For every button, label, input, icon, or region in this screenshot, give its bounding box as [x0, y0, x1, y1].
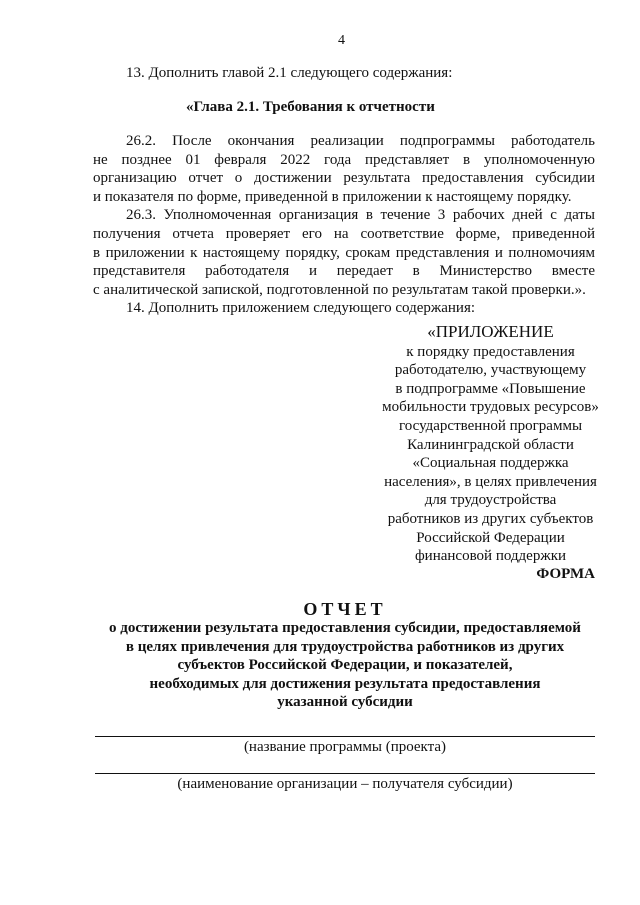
appendix-line: населения», в целях привлечения	[384, 473, 597, 490]
chapter-title: «Глава 2.1. Требования к отчетности	[186, 99, 435, 115]
appendix-title: «ПРИЛОЖЕНИЕ	[427, 322, 554, 341]
paragraph-26-3-line: получения отчета проверяет его на соответствие форме, приведенной	[93, 226, 595, 242]
report-subtitle-line: указанной субсидии	[277, 694, 413, 711]
paragraph-26-3-line: 26.3. Уполномоченная организация в течение 3 рабочих дней с даты	[126, 207, 595, 224]
paragraph-26-2-line: и показателя по форме, приведенной в приложении к настоящему порядку.	[93, 188, 572, 205]
program-name-caption: (название программы (проекта)	[243, 739, 447, 755]
report-subtitle-line: субъектов Российской Федерации, и показателей,	[177, 657, 513, 674]
page-number: 4	[338, 33, 345, 48]
item-13: 13. Дополнить главой 2.1 следующего содержания:	[126, 65, 453, 81]
appendix-line: государственной программы	[398, 417, 583, 434]
organization-name-caption: (наименование организации – получателя субсидии)	[177, 776, 513, 792]
appendix-header	[368, 323, 613, 566]
report-subtitle	[80, 619, 610, 712]
organization-name-line[interactable]	[95, 773, 595, 774]
program-name-line[interactable]	[95, 736, 595, 737]
appendix-line: «Социальная поддержка	[412, 455, 569, 472]
paragraph-26-2-line: не позднее 01 февраля 2022 года представляет в уполномоченную	[93, 151, 595, 168]
paragraph-26-3-line: с аналитической запиской, подготовленной по результатам такой проверки.».	[93, 281, 586, 298]
appendix-line: для трудоустройства	[424, 492, 557, 509]
appendix-line: работников из других субъектов	[387, 510, 594, 527]
report-subtitle-line: в целях привлечения для трудоустройства работников из других	[125, 638, 565, 655]
appendix-line: финансовой поддержки	[414, 548, 567, 565]
appendix-line: к порядку предоставления	[406, 343, 575, 360]
item-14: 14. Дополнить приложением следующего содержания:	[126, 300, 476, 317]
report-title: ОТЧЕТ	[303, 599, 387, 619]
paragraph-26-2-line: 26.2. После окончания реализации подпрограммы работодатель	[126, 133, 595, 149]
report-subtitle-line: о достижении результата предоставления субсидии, предоставляемой	[109, 620, 581, 636]
paragraph-26-2-line: организацию отчет о достижении результата предоставления субсидии	[93, 170, 595, 187]
paragraph-26-3-line: в приложении к настоящему порядку, срокам представления и полномочиям	[93, 244, 595, 261]
appendix-line: работодателю, участвующему	[394, 362, 587, 379]
appendix-line: Калининградской области	[407, 436, 574, 453]
appendix-line: Российской Федерации	[416, 529, 565, 546]
form-label: ФОРМА	[536, 566, 595, 582]
report-subtitle-line: необходимых для достижения результата предоставления	[149, 675, 541, 692]
paragraph-26-3-line: представителя работодателя и передает в Министерство вместе	[93, 263, 595, 280]
appendix-line: в подпрограмме «Повышение	[395, 380, 586, 397]
appendix-line: мобильности трудовых ресурсов»	[382, 399, 599, 416]
